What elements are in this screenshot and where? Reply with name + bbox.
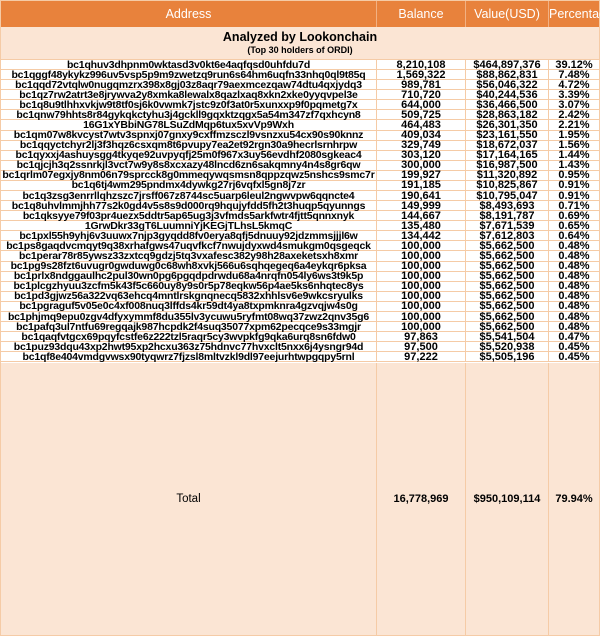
table-body bbox=[1, 60, 599, 363]
holder-percentage: 1.56% bbox=[558, 139, 590, 152]
holder-value-usd: $5,662,500 bbox=[466, 322, 549, 331]
holder-address: bc1q8u9tlhhxvkjw9t8tf0sj6k0vwmk7jstc9z0f3at0r5xunxxp9f0pqmetg7x bbox=[1, 100, 377, 109]
holder-balance: 303,120 bbox=[377, 151, 466, 160]
holder-percentage: 0.64% bbox=[558, 229, 590, 242]
holder-value-usd: $5,662,500 bbox=[466, 302, 549, 311]
holder-address: bc1pd3gjwz56a322vq63ehcq4mntlrskgnqnecq5832xhhlsv6e9wkcsryulks bbox=[1, 292, 377, 301]
holder-balance: 989,781 bbox=[377, 80, 466, 89]
holder-balance: 100,000 bbox=[377, 282, 466, 291]
holder-percentage: 1.43% bbox=[558, 159, 590, 172]
holder-value-usd: $28,863,182 bbox=[466, 110, 549, 119]
holder-balance: 1,569,322 bbox=[377, 70, 466, 79]
column-header-address: Address bbox=[1, 1, 377, 27]
holder-value-usd: $56,046,322 bbox=[466, 80, 549, 89]
holder-percentage: 3.07% bbox=[558, 98, 590, 111]
holder-value-usd: $5,520,938 bbox=[466, 342, 549, 351]
holder-percentage: 0.69% bbox=[558, 209, 590, 222]
holder-value-usd: $40,244,536 bbox=[466, 90, 549, 99]
column-header-value-usd: Value(USD) bbox=[466, 1, 549, 27]
holder-value-usd: $17,164,165 bbox=[466, 151, 549, 160]
analysis-banner bbox=[1, 27, 599, 60]
holder-balance: 100,000 bbox=[377, 272, 466, 281]
holder-value-usd: $7,612,803 bbox=[466, 231, 549, 240]
holder-balance: 190,641 bbox=[377, 191, 466, 200]
holder-address: bc1ps8gaqdvcmqyt9q38xrhafgws47uqvfkcf7nwujdyxwd4smukgm0qsgeqck bbox=[1, 241, 377, 250]
holder-row bbox=[1, 352, 599, 362]
holder-percentage: 0.48% bbox=[558, 280, 590, 293]
holder-value-usd: $8,493,693 bbox=[466, 201, 549, 210]
holder-value-usd: $7,671,539 bbox=[466, 221, 549, 230]
holder-percentage: 0.48% bbox=[558, 260, 590, 273]
holder-percentage: 0.45% bbox=[558, 350, 590, 363]
total-row bbox=[1, 363, 599, 636]
holder-balance: 8,210,108 bbox=[377, 60, 466, 69]
holder-percentage: 0.91% bbox=[558, 179, 590, 192]
holder-address: bc1q8uhvlmmjhh77s2k0gd4v5s8s9d000rq9hqujyfdd5fh2t3huqp5qyunngs bbox=[1, 201, 377, 210]
holder-balance: 100,000 bbox=[377, 322, 466, 331]
holder-balance: 644,000 bbox=[377, 100, 466, 109]
holder-value-usd: $8,191,787 bbox=[466, 211, 549, 220]
holder-address: bc1qf8e404vmdgvwsx90tyqwrz7fjzsl8mltvzkl9dl97eejurhtwpgqpy5rnl bbox=[1, 352, 377, 361]
holder-address: bc1prlx8ndggaulhc2pul30wn0pg6pgqdpdrwdu68a4nrqfn054ly6ws3t9k5p bbox=[1, 272, 377, 281]
holder-percentage: 1.44% bbox=[558, 149, 590, 162]
column-header-percentage: Percentage bbox=[549, 7, 613, 21]
holder-address: bc1qyxxj4ashuysgg4tkyqe92uvpyqfj25m0f967x3uy56evdhf2080sgkeac4 bbox=[1, 151, 377, 160]
holder-percentage: 0.48% bbox=[558, 310, 590, 323]
holder-balance: 144,667 bbox=[377, 211, 466, 220]
holder-percentage: 2.42% bbox=[558, 108, 590, 121]
holder-address: bc1qnw79hhts8r84gykqkctyhu3j4gckll9gqxktzqgx5a54m347zf7qxhcyn8 bbox=[1, 110, 377, 119]
holder-address: bc1qksyye79f03pr4uezx5ddtr5ap65ug3j3vfmds5arkfwtr4fjtt5qnnxnyk bbox=[1, 211, 377, 220]
total-percentage: 79.94% bbox=[555, 492, 593, 505]
holder-balance: 710,720 bbox=[377, 90, 466, 99]
table-header-row bbox=[1, 1, 613, 27]
holder-value-usd: $16,987,500 bbox=[466, 161, 549, 170]
holder-balance: 329,749 bbox=[377, 141, 466, 150]
holder-value-usd: $88,862,831 bbox=[466, 70, 549, 79]
holder-address: bc1qhuv3dhpnm0wktasd3v0kt6e4aqfqsd0uhfdu7d bbox=[1, 60, 377, 69]
holder-value-usd: $10,795,047 bbox=[466, 191, 549, 200]
holder-address: bc1qqyctchyr2lj3f3hqz6csxqm8t6pvupy7ea2et92rgn30a9hecrlsrnhrpw bbox=[1, 141, 377, 150]
holder-balance: 100,000 bbox=[377, 302, 466, 311]
holder-value-usd: $18,672,037 bbox=[466, 141, 549, 150]
holder-address: bc1pxl55h9yhj6v3uuwx7njp3gyqdd8fv0erya8qfj5dnuuy92jdzmmsjjjl6w bbox=[1, 231, 377, 240]
holder-address: bc1qrlm07egxjy8nm06n79sprcck8g0mmeqywqsmsn8qppzqwz5nshcs9smc7r bbox=[1, 171, 377, 180]
holder-percentage: 0.48% bbox=[558, 320, 590, 333]
holder-value-usd: $5,662,500 bbox=[466, 282, 549, 291]
holder-percentage: 4.72% bbox=[558, 78, 590, 91]
holder-balance: 100,000 bbox=[377, 241, 466, 250]
holder-balance: 135,480 bbox=[377, 221, 466, 230]
holder-percentage: 0.91% bbox=[558, 189, 590, 202]
holder-address: bc1plcgzhyuu3zcfm5k43f5c660uy8y9s0r5p78eqkw56p4ae5ks6nhqtec8ys bbox=[1, 282, 377, 291]
holder-percentage: 0.48% bbox=[558, 290, 590, 303]
holder-address: bc1pg9s28fzt6uvugr0gwduwg0c68wh8xvkj566u6sqhqegeq6a4eykqr6pksa bbox=[1, 262, 377, 271]
holder-value-usd: $5,662,500 bbox=[466, 272, 549, 281]
holder-balance: 149,999 bbox=[377, 201, 466, 210]
holder-percentage: 0.71% bbox=[558, 199, 590, 212]
holder-value-usd: $5,662,500 bbox=[466, 312, 549, 321]
holder-address: bc1qggf48ykykz996uv5vsp5p9m9zwetzq9run6s64hm6uqfn33nhq0ql9t85q bbox=[1, 70, 377, 79]
holder-value-usd: $5,662,500 bbox=[466, 241, 549, 250]
holder-percentage: 7.48% bbox=[558, 68, 590, 81]
total-label: Total bbox=[1, 363, 377, 636]
holder-value-usd: $5,662,500 bbox=[466, 262, 549, 271]
holder-percentage: 0.47% bbox=[558, 330, 590, 343]
holder-address: bc1qaqfvtgcx69pqyfcstfe6z222tzl5raqr5cy3wvpkfg9qka6urq8sn6fdw0 bbox=[1, 332, 377, 341]
holder-address: bc1qz7rw2atrt3e8jrywva2y8xmka8lewalx8qazlxaq8xkn2xke0yyqvpel3e bbox=[1, 90, 377, 99]
holder-address: bc1q6tj4wm295pndmx4dywkg27rj6vqfxl5gn8j7zr bbox=[1, 181, 377, 190]
holder-balance: 199,927 bbox=[377, 171, 466, 180]
holder-value-usd: $11,320,892 bbox=[466, 171, 549, 180]
holder-percentage: 0.95% bbox=[558, 169, 590, 182]
holder-address: bc1perar78r85ywsz33zxtcq9gdzj5tq3vxafesc382y98h28axeketsxh8xmr bbox=[1, 251, 377, 260]
holder-percentage: 0.48% bbox=[558, 250, 590, 263]
holder-value-usd: $23,161,550 bbox=[466, 131, 549, 140]
holder-value-usd: $10,825,867 bbox=[466, 181, 549, 190]
holder-value-usd: $464,897,376 bbox=[466, 60, 549, 69]
holder-address: bc1q3zsg3enrrllqhzszc7jrsff067z8744sc5uarp6leul2ngwvpw6qqncte4 bbox=[1, 191, 377, 200]
holder-balance: 134,442 bbox=[377, 231, 466, 240]
holder-percentage: 1.95% bbox=[558, 129, 590, 142]
column-header-balance: Balance bbox=[377, 1, 466, 27]
holder-address: bc1qjcjh3q2ssnrkjl3vct7w9y8s8xcxazy48lncd6zn6sakqmny4n4s8gr6qw bbox=[1, 161, 377, 170]
holder-address: bc1pafq3ul7ntfu69regqajk987hcpdk2f4suq35077xpm62pecqce9s33mgjr bbox=[1, 322, 377, 331]
holder-address: 16G1xYBbiNG78LSuZdMqp6tux5xvVp9Wxh bbox=[1, 120, 377, 129]
holder-balance: 409,034 bbox=[377, 131, 466, 140]
holder-balance: 509,725 bbox=[377, 110, 466, 119]
holder-value-usd: $5,541,504 bbox=[466, 332, 549, 341]
holder-balance: 464,483 bbox=[377, 120, 466, 129]
holder-percentage: 0.48% bbox=[558, 300, 590, 313]
holder-balance: 300,000 bbox=[377, 161, 466, 170]
holder-percentage: 0.65% bbox=[558, 219, 590, 232]
holder-percentage: 2.21% bbox=[558, 119, 590, 132]
holder-address: bc1puz93dqu43xp2hwt95xp2hcxu363z75hdnvc77hvxclt5nxx6j4ysngr94d bbox=[1, 342, 377, 351]
holder-balance: 100,000 bbox=[377, 251, 466, 260]
holder-value-usd: $36,466,500 bbox=[466, 100, 549, 109]
holder-value-usd: $5,505,196 bbox=[466, 352, 549, 361]
holder-balance: 191,185 bbox=[377, 181, 466, 190]
holder-address: bc1qqd72vtqlw0nugqmzrx398x8gj03z8aqr79aexmcezqaw74dtu4qxjydq3 bbox=[1, 80, 377, 89]
holder-balance: 100,000 bbox=[377, 262, 466, 271]
total-value-usd: $950,109,114 bbox=[466, 363, 549, 636]
holder-percentage: 3.39% bbox=[558, 88, 590, 101]
holder-balance: 97,222 bbox=[377, 352, 466, 361]
holder-percentage: 0.48% bbox=[558, 239, 590, 252]
holder-percentage: 39.12% bbox=[555, 58, 593, 71]
holder-percentage: 0.48% bbox=[558, 270, 590, 283]
holder-balance: 97,863 bbox=[377, 332, 466, 341]
banner-subtitle: (Top 30 holders of ORDI) bbox=[247, 44, 353, 55]
holder-address: bc1qm07w8kvcyst7wtv3spnxj07gnxy9cxffmzsczl9vsnzxu54cx90s90knnz bbox=[1, 131, 377, 140]
holder-balance: 100,000 bbox=[377, 312, 466, 321]
total-balance: 16,778,969 bbox=[377, 363, 466, 636]
holder-percentage: 0.45% bbox=[558, 340, 590, 353]
holder-value-usd: $26,301,350 bbox=[466, 120, 549, 129]
banner-title: Analyzed by Lookonchain bbox=[222, 30, 378, 45]
holder-balance: 97,500 bbox=[377, 342, 466, 351]
holder-address: bc1phjmq9epu0zgv4dfyxymmf8du355lv3ycuwu5ryfmt08wq37zwz2qnv35g6 bbox=[1, 312, 377, 321]
holder-value-usd: $5,662,500 bbox=[466, 292, 549, 301]
holder-balance: 100,000 bbox=[377, 292, 466, 301]
holder-address: bc1pgraguf5v05e0c4xf008nuq3lffds4kr59dt4ya8txpmknra4gzvqjw4s0g bbox=[1, 302, 377, 311]
holder-address: 1GrwDkr33gT6LuumniYjKEGjTLhsL5kmqC bbox=[1, 221, 377, 230]
holder-value-usd: $5,662,500 bbox=[466, 251, 549, 260]
